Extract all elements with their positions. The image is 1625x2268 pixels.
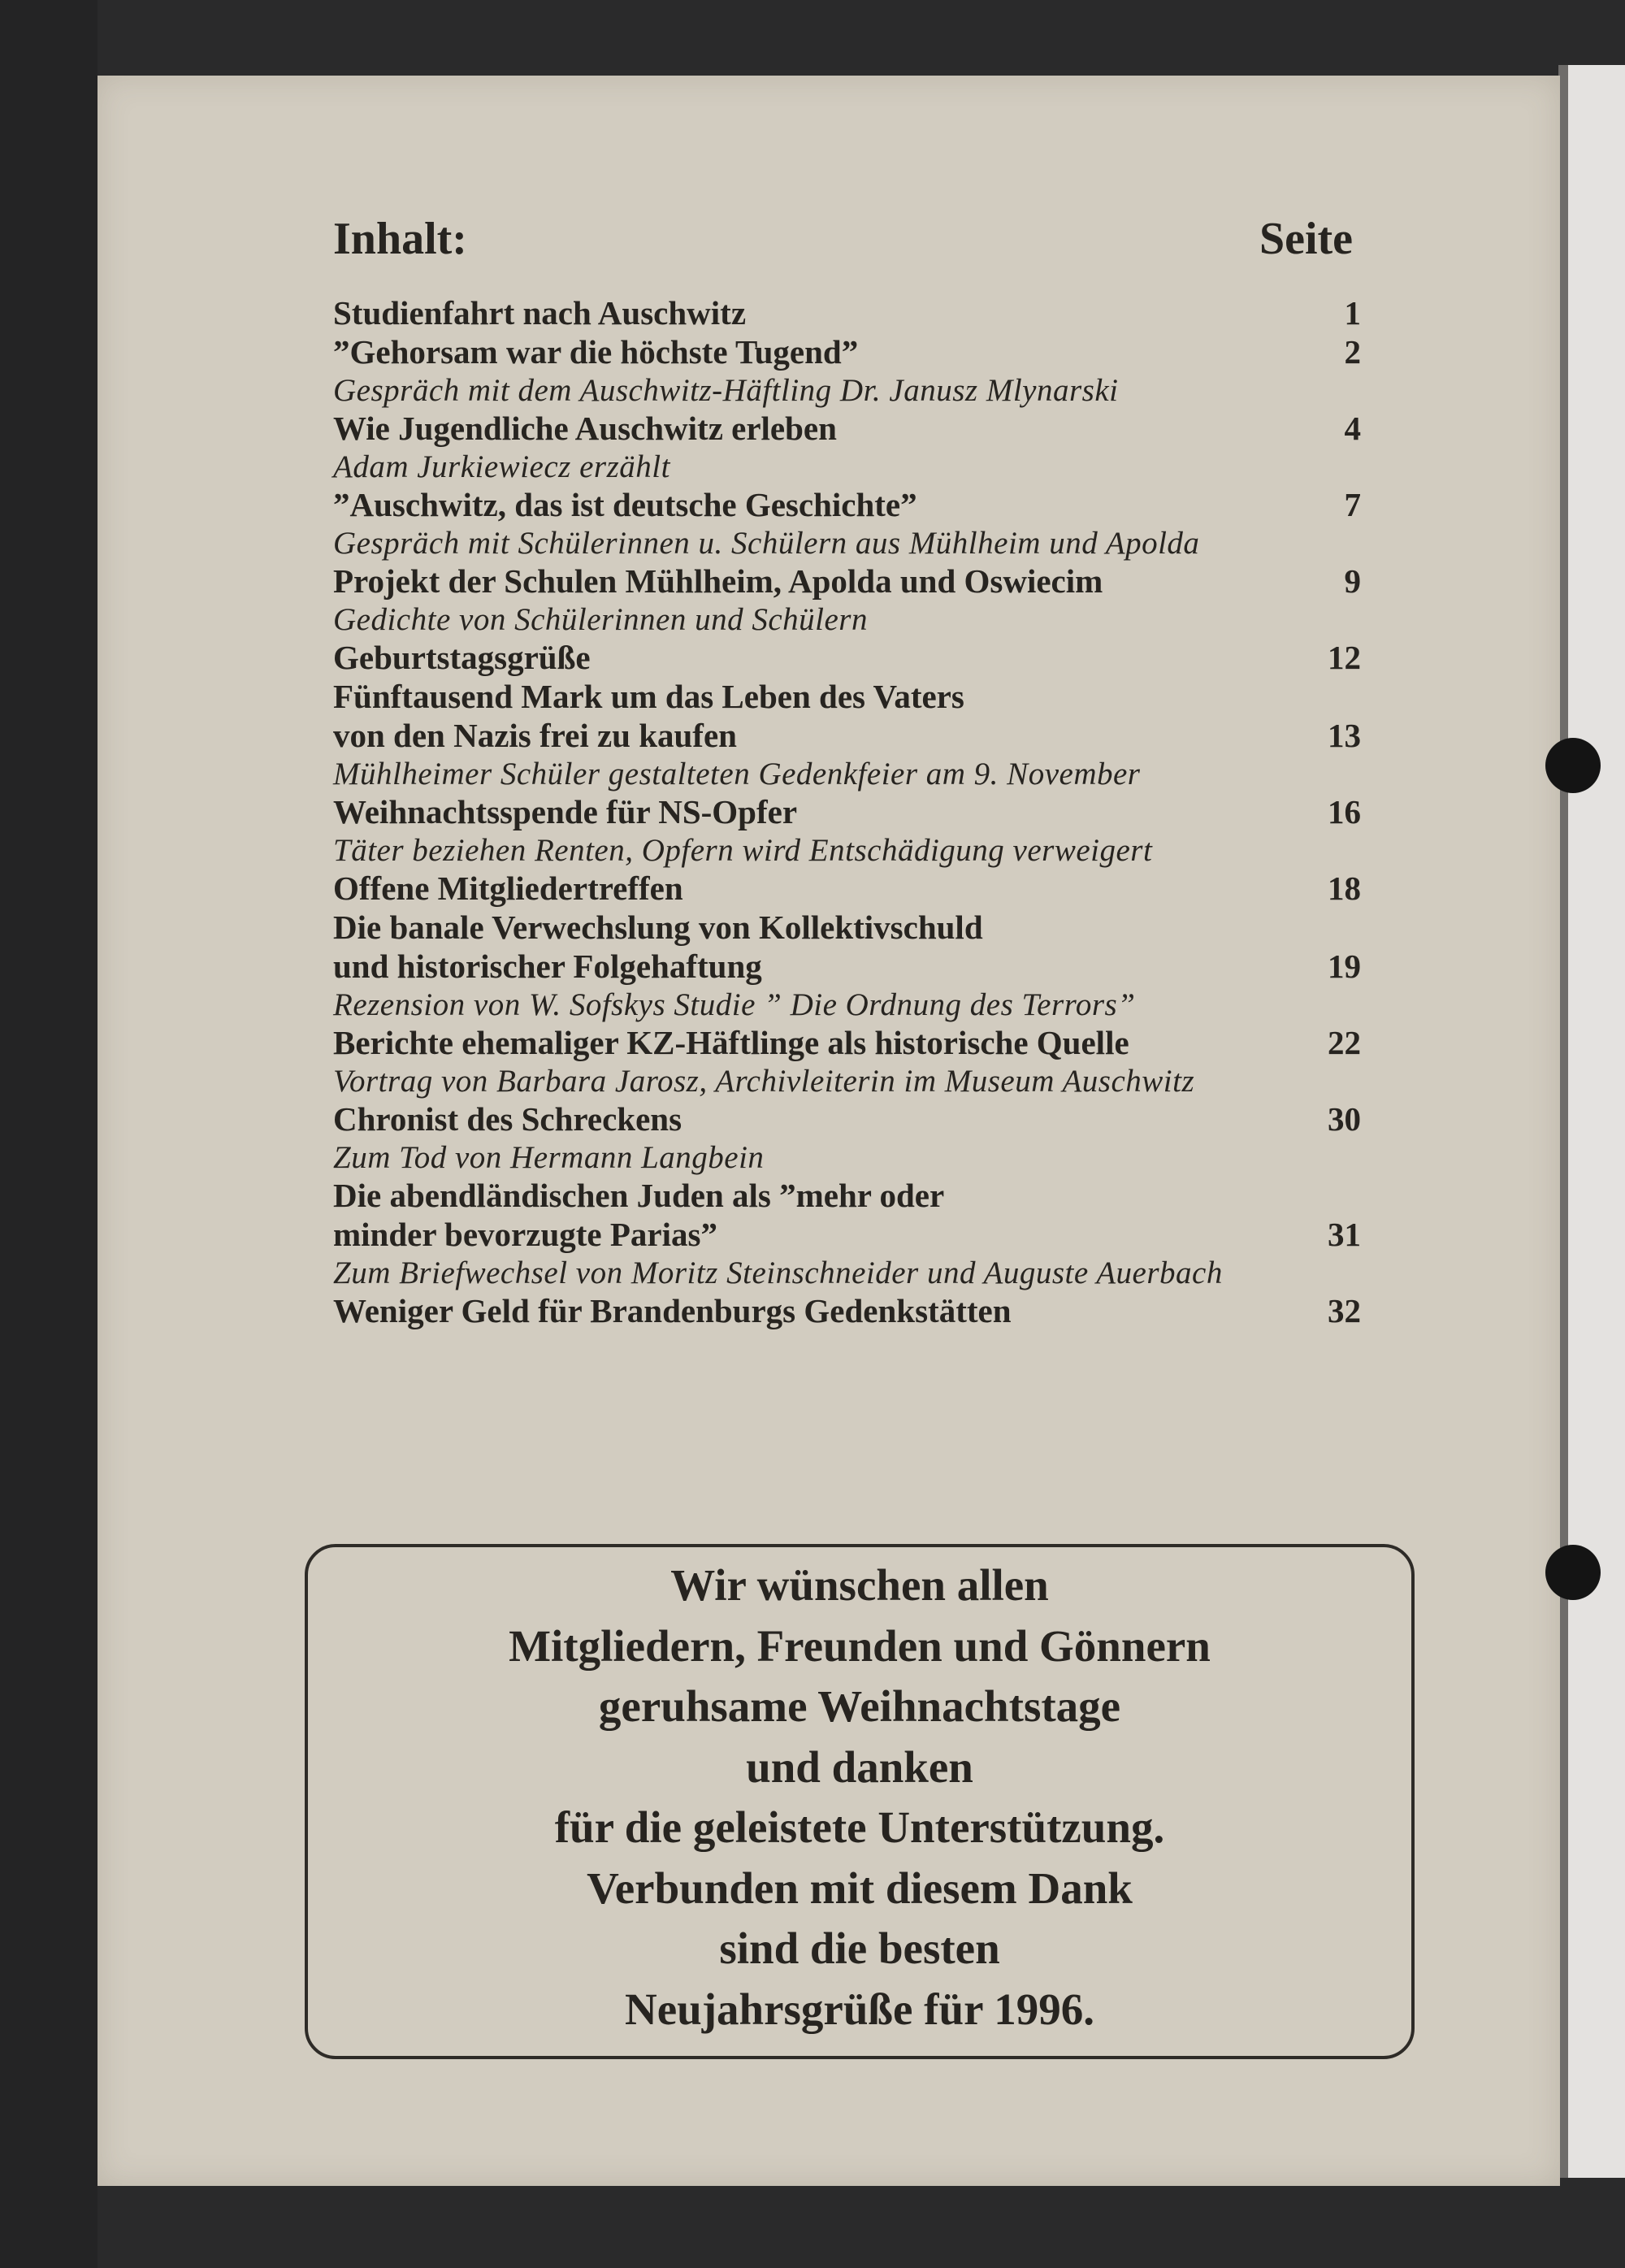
toc-entry	[333, 1177, 1361, 1292]
table-of-contents	[333, 294, 1361, 1331]
toc-entry	[333, 869, 1361, 909]
toc-entry-title	[333, 410, 1361, 449]
toc-page-number: 2	[1344, 333, 1361, 371]
toc-entry-title	[333, 562, 1361, 601]
toc-entry-title	[333, 1292, 1361, 1331]
toc-entry-title	[333, 1024, 1361, 1063]
toc-entry	[333, 793, 1361, 869]
toc-entry-title	[333, 639, 1361, 678]
toc-entry-title: Fünftausend Mark um das Leben des Vaters	[333, 678, 964, 715]
toc-page-number: 9	[1344, 562, 1361, 600]
toc-entry-subtitle: Mühlheimer Schüler gestalteten Gedenkfeier am 9. November	[333, 757, 1141, 791]
toc-entry-title-text: Chronist des Schreckens	[333, 1100, 682, 1138]
toc-entry	[333, 1292, 1361, 1331]
toc-entry	[333, 486, 1361, 562]
toc-entry	[333, 639, 1361, 678]
toc-entry-title-text: Studienfahrt nach Auschwitz	[333, 294, 747, 332]
toc-entry-title-text: und historischer Folgehaftung	[333, 948, 762, 985]
toc-entry-title-text: Weniger Geld für Brandenburgs Gedenkstätten	[333, 1292, 1012, 1329]
toc-entry-title	[333, 294, 1361, 333]
toc-entry-title-text: von den Nazis frei zu kaufen	[333, 717, 737, 754]
greeting-line: und danken	[746, 1741, 973, 1792]
toc-header	[333, 213, 1353, 270]
toc-entry-subtitle: Zum Briefwechsel von Moritz Steinschneider und Auguste Auerbach	[333, 1255, 1223, 1290]
toc-page-number: 31	[1328, 1216, 1361, 1253]
toc-entry-title-text: ”Auschwitz, das ist deutsche Geschichte”	[333, 486, 917, 523]
toc-page-number: 4	[1344, 410, 1361, 447]
toc-entry	[333, 294, 1361, 333]
toc-page-number: 1	[1344, 294, 1361, 332]
toc-entry	[333, 410, 1361, 486]
greeting-line: Wir wünschen allen	[670, 1560, 1049, 1610]
greeting-line: Mitgliedern, Freunden und Gönnern	[509, 1620, 1211, 1671]
background-left	[0, 0, 98, 2268]
toc-entry-title	[333, 869, 1361, 909]
toc-entry-subtitle: Täter beziehen Renten, Opfern wird Entschädigung verweigert	[333, 833, 1153, 868]
punch-hole	[1545, 738, 1601, 793]
toc-entry-subtitle: Rezension von W. Sofskys Studie ” Die Ordnung des Terrors”	[333, 987, 1136, 1022]
toc-entry-title-text: Weihnachtsspende für NS-Opfer	[333, 793, 798, 830]
toc-entry	[333, 562, 1361, 639]
toc-page-number: 18	[1328, 869, 1361, 907]
punch-hole	[1545, 1545, 1601, 1600]
toc-entry-title-text: Berichte ehemaliger KZ-Häftlinge als historische Quelle	[333, 1024, 1129, 1061]
greeting-line: sind die besten	[719, 1923, 1000, 1973]
toc-entry-title	[333, 793, 1361, 832]
toc-entry-title: Die banale Verwechslung von Kollektivschuld	[333, 909, 983, 946]
next-page-edge	[1568, 65, 1625, 2178]
toc-entry-subtitle: Gedichte von Schülerinnen und Schülern	[333, 602, 868, 637]
toc-page-number: 12	[1328, 639, 1361, 676]
toc-entry	[333, 909, 1361, 1024]
toc-entry	[333, 333, 1361, 410]
toc-entry-subtitle: Adam Jurkiewiecz erzählt	[333, 449, 670, 484]
toc-entry-subtitle: Zum Tod von Hermann Langbein	[333, 1140, 765, 1175]
toc-entry-title	[333, 486, 1361, 525]
toc-entry-subtitle: Gespräch mit dem Auschwitz-Häftling Dr. Janusz Mlynarski	[333, 373, 1119, 408]
toc-entry-title-text: Offene Mitgliedertreffen	[333, 869, 683, 907]
toc-page-number: 30	[1328, 1100, 1361, 1138]
toc-title: Inhalt:	[333, 214, 467, 264]
toc-entry-title: Die abendländischen Juden als ”mehr oder	[333, 1177, 945, 1214]
toc-page-number: 7	[1344, 486, 1361, 523]
toc-page-number: 22	[1328, 1024, 1361, 1061]
greeting-line: Neujahrsgrüße für 1996.	[624, 1984, 1094, 2034]
greeting-line: für die geleistete Unterstützung.	[554, 1802, 1165, 1852]
toc-entry-title-text: Projekt der Schulen Mühlheim, Apolda und Oswiecim	[333, 562, 1103, 600]
toc-entry	[333, 1100, 1361, 1177]
toc-entry-title	[333, 1100, 1361, 1139]
toc-entry-title-text: Geburtstagsgrüße	[333, 639, 591, 676]
toc-page-number: 16	[1328, 793, 1361, 830]
greeting-box	[305, 1544, 1415, 2059]
toc-entry-title-text: Wie Jugendliche Auschwitz erleben	[333, 410, 837, 447]
toc-page-number: 32	[1328, 1292, 1361, 1329]
toc-entry	[333, 1024, 1361, 1100]
toc-page-label: Seite	[1259, 214, 1353, 264]
toc-entry-title-text: minder bevorzugte Parias”	[333, 1216, 717, 1253]
toc-entry-subtitle: Vortrag von Barbara Jarosz, Archivleiterin im Museum Auschwitz	[333, 1064, 1195, 1099]
greeting-line: Verbunden mit diesem Dank	[587, 1863, 1133, 1913]
toc-entry-title	[333, 948, 1361, 987]
toc-entry-title-text: ”Gehorsam war die höchste Tugend”	[333, 333, 859, 371]
toc-entry-title	[333, 333, 1361, 372]
toc-entry-title	[333, 1216, 1361, 1255]
greeting-line: geruhsame Weihnachtstage	[598, 1681, 1121, 1731]
toc-entry-subtitle: Gespräch mit Schülerinnen u. Schülern aus Mühlheim und Apolda	[333, 526, 1200, 561]
toc-page-number: 19	[1328, 948, 1361, 985]
toc-entry	[333, 678, 1361, 793]
toc-entry-title	[333, 717, 1361, 756]
toc-page-number: 13	[1328, 717, 1361, 754]
